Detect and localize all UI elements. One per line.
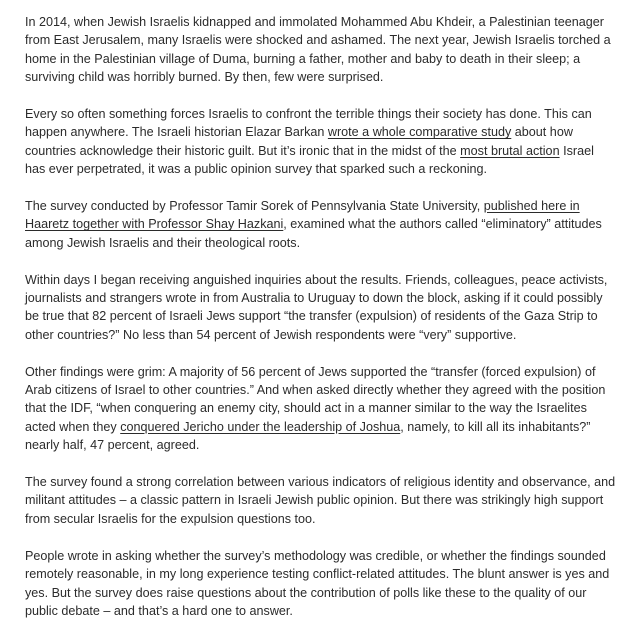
paragraph-6: [25, 473, 617, 528]
jericho-joshua-link[interactable]: conquered Jericho under the leadership of Joshua: [120, 419, 401, 434]
haaretz-survey-link[interactable]: published here in Haaretz together with Professor Shay Hazkani: [25, 199, 580, 232]
paragraph-text: The survey found a strong correlation between various indicators of religious identity and observance, and militant attitudes – a classic pattern in Israeli Jewish public opinion. But there was strikingly high support from secular Israelis for the expulsion questions too.: [25, 475, 616, 526]
article-body: [25, 13, 617, 639]
paragraph-text: Every so often something forces Israelis to confront the terrible things their society has done. This can happen anywhere. The Israeli historian Elazar Barkan: [25, 107, 592, 140]
comparative-study-link[interactable]: wrote a whole comparative study: [327, 125, 512, 140]
paragraph-1: [25, 13, 617, 87]
paragraph-4: [25, 271, 617, 345]
paragraph-3: [25, 197, 617, 252]
paragraph-2: [25, 105, 617, 179]
paragraph-text: Other findings were grim: A majority of 56 percent of Jews supported the “transfer (forced expulsion) of Arab citizens of Israel to other countries.” And when asked directly whether they agreed with the position that the IDF, “when conquering an enemy city, should act in a manner similar to the way the Israelites acted when they: [25, 364, 606, 434]
paragraph-text: People wrote in asking whether the survey’s methodology was credible, or whether the findings sounded remotely reasonable, in my long experience testing conflict-related attitudes. The blunt answer is yes and yes. But the survey does raise questions about the contribution of polls like these to the quality of our public debate – and that’s a hard one to answer.: [25, 548, 610, 618]
paragraph-5: [25, 363, 617, 455]
paragraph-text: Within days I began receiving anguished inquiries about the results. Friends, colleagues, peace activists, journalists and strangers wrote in from Australia to Uruguay to down the block, asking if it could possibly be true that 82 percent of Israeli Jews support “the transfer (expulsion) of residents of the Gaza Strip to other countries?” No less than 54 percent of Jewish respondents were “very” supportive.: [25, 272, 608, 342]
paragraph-text: Israel has ever perpetrated, it was a public opinion survey that sparked such a reckoning.: [25, 143, 594, 177]
paragraph-text: The survey conducted by Professor Tamir Sorek of Pennsylvania State University,: [25, 199, 484, 214]
most-brutal-action-link[interactable]: most brutal action: [460, 143, 560, 158]
paragraph-text: , examined what the authors called “eliminatory” attitudes among Jewish Israelis and their theological roots.: [25, 217, 602, 250]
paragraph-text: In 2014, when Jewish Israelis kidnapped and immolated Mohammed Abu Khdeir, a Palestinian teenager from East Jerusalem, many Israelis were shocked and ashamed. The next year, Jewish Israelis torched a home in the Palestinian village of Duma, burning a father, mother and baby to death in their sleep; a surviving child was horribly burned. By then, few were surprised.: [25, 15, 611, 85]
paragraph-text: about how countries acknowledge their historic guilt. But it’s ironic that in the midst of the: [25, 125, 573, 158]
paragraph-text: , namely, to kill all its inhabitants?” nearly half, 47 percent, agreed.: [25, 419, 591, 453]
paragraph-7: [25, 547, 617, 621]
